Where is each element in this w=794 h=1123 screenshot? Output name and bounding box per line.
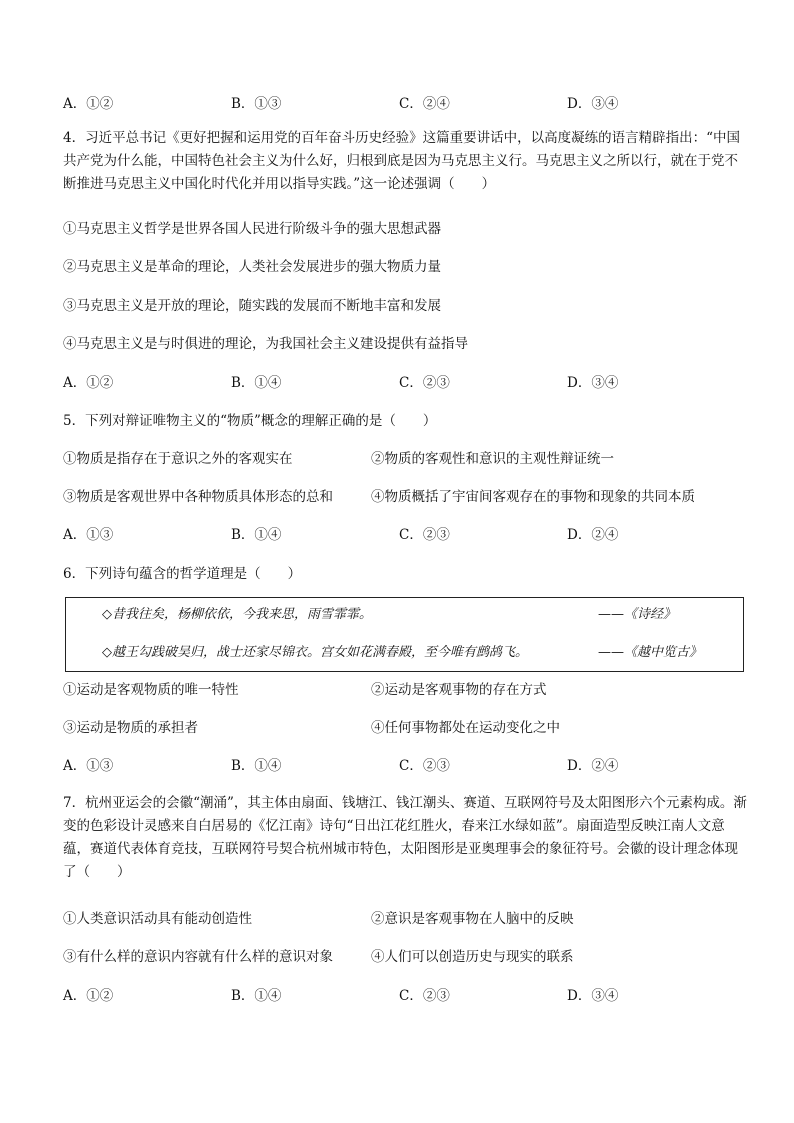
q6-item-4: ④任何事物都处在运动变化之中 [371, 720, 560, 736]
q7-stem: 7．杭州亚运会的会徽“潮涌”，其主体由扇面、钱塘江、钱江潮头、赛道、互联网符号及太阳图形六个元素构成。渐变的色彩设计灵感来自白居易的《忆江南》诗句“日出江花红胜火，春来江水绿如蓝”。扇面造型反映江南人文意蕴，赛道代表体育竞技，互联网符号契合杭州城市特色，太阳图形是亚奥理事会的象征符号。会徽的设计理念体现了（ ） [63, 795, 747, 880]
q6-items-row-1 [63, 678, 753, 698]
q5-options [63, 523, 753, 543]
q3-option-b[interactable]: B．①③ [231, 96, 282, 112]
q7-item-2: ②意识是客观事物在人脑中的反映 [371, 911, 574, 927]
q4-option-c[interactable]: C．②③ [399, 375, 450, 391]
q6-option-b[interactable]: B．①④ [231, 758, 282, 774]
q5-items-row-2 [63, 485, 753, 505]
q6-option-a[interactable]: A．①③ [63, 758, 114, 774]
q5-option-b[interactable]: B．①④ [231, 527, 282, 543]
q5-item-4: ④物质概括了宇宙间客观存在的事物和现象的共同本质 [371, 489, 695, 505]
poem-2-text: ◇越王勾践破吴归，战士还家尽锦衣。宫女如花满春殿，至今唯有鹧鸪飞。 [102, 645, 528, 660]
q7-items-row-2 [63, 945, 753, 965]
q6-item-2: ②运动是客观事物的存在方式 [371, 682, 547, 698]
q6-options [63, 754, 753, 774]
q5-item-2: ②物质的客观性和意识的主观性辩证统一 [371, 451, 614, 467]
q6-item-1: ①运动是客观物质的唯一特性 [63, 682, 239, 698]
q5-option-a[interactable]: A．①③ [63, 527, 114, 543]
q4-option-a[interactable]: A．①② [63, 375, 114, 391]
q6-option-c[interactable]: C．②③ [399, 758, 450, 774]
q7-option-c[interactable]: C．②③ [399, 988, 450, 1004]
q4-stem: 4．习近平总书记《更好把握和运用党的百年奋斗历史经验》这篇重要讲话中，以高度凝练的语言精辟指出：“中国共产党为什么能，中国特色社会主义为什么好，归根到底是因为马克思主义行。马克思主义之所以行，就在于党不断推进马克思主义中国化时代化并用以指导实践。”这一论述强调（ ） [63, 130, 740, 192]
q5-option-c[interactable]: C．②③ [399, 527, 450, 543]
q7-options [63, 984, 753, 1004]
poem-1-text: ◇昔我往矣，杨柳依依，今我来思，雨雪霏霏。 [102, 607, 372, 622]
q7-items-row-1 [63, 907, 753, 927]
q3-options [63, 92, 753, 112]
q6-item-3: ③运动是物质的承担者 [63, 720, 198, 736]
poem-box [65, 597, 744, 672]
q6-stem: 6．下列诗句蕴含的哲学道理是（ ） [63, 566, 302, 582]
q5-option-d[interactable]: D．②④ [567, 527, 619, 543]
q7-item-4: ④人们可以创造历史与现实的联系 [371, 949, 574, 965]
q4-option-b[interactable]: B．①④ [231, 375, 282, 391]
q3-option-a[interactable]: A．①② [63, 96, 114, 112]
poem-2-source: ——《越中览古》 [598, 645, 703, 660]
q3-option-c[interactable]: C．②④ [399, 96, 450, 112]
q7-option-b[interactable]: B．①④ [231, 988, 282, 1004]
q3-option-d[interactable]: D．③④ [567, 96, 619, 112]
poem-1-source: ——《诗经》 [598, 607, 677, 622]
q4-item-3: ③马克思主义是开放的理论，随实践的发展而不断地丰富和发展 [63, 298, 441, 314]
q4-item-1: ①马克思主义哲学是世界各国人民进行阶级斗争的强大思想武器 [63, 221, 441, 237]
q5-item-1: ①物质是指存在于意识之外的客观实在 [63, 451, 293, 467]
q5-items-row-1 [63, 447, 753, 467]
q7-item-3: ③有什么样的意识内容就有什么样的意识对象 [63, 949, 333, 965]
q4-option-d[interactable]: D．③④ [567, 375, 619, 391]
q5-item-3: ③物质是客观世界中各种物质具体形态的总和 [63, 489, 333, 505]
q4-item-4: ④马克思主义是与时俱进的理论，为我国社会主义建设提供有益指导 [63, 336, 468, 352]
q4-options [63, 371, 753, 391]
q6-option-d[interactable]: D．②④ [567, 758, 619, 774]
q5-stem: 5．下列对辩证唯物主义的“物质”概念的理解正确的是（ ） [63, 413, 437, 429]
q7-option-a[interactable]: A．①② [63, 988, 114, 1004]
q4-item-2: ②马克思主义是革命的理论，人类社会发展进步的强大物质力量 [63, 259, 441, 275]
q6-items-row-2 [63, 716, 753, 736]
q7-item-1: ①人类意识活动具有能动创造性 [63, 911, 252, 927]
q7-option-d[interactable]: D．③④ [567, 988, 619, 1004]
